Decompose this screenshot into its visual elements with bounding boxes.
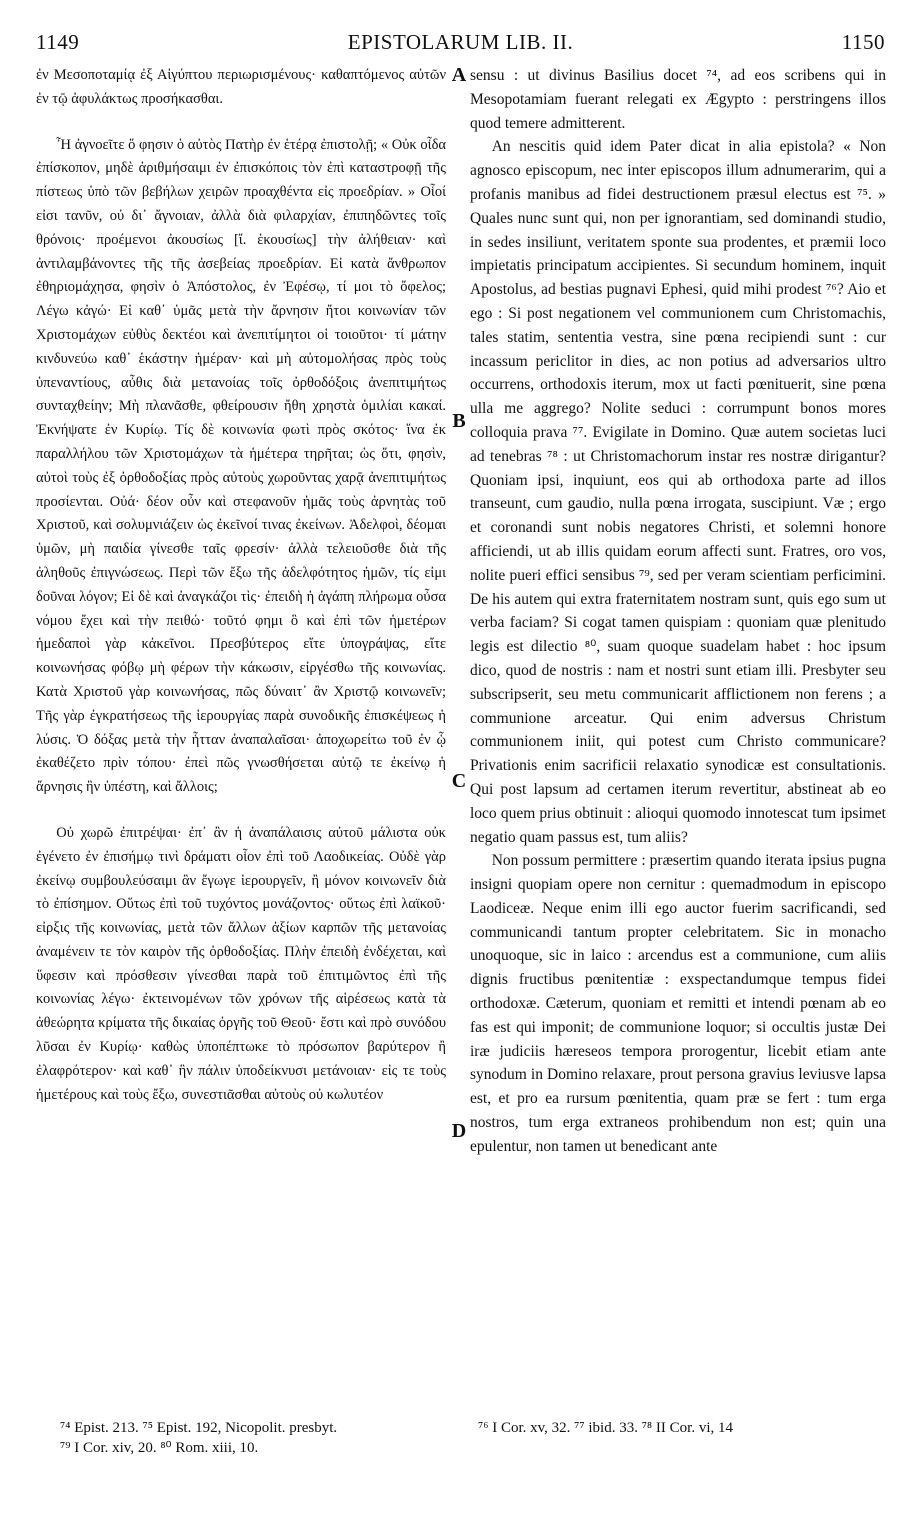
footnote-line: ⁷⁹ I Cor. xiv, 20. ⁸⁰ Rom. xiii, 10. — [60, 1440, 259, 1456]
footnotes-left — [60, 1418, 450, 1458]
section-marker-b: B — [452, 410, 466, 432]
page-number-right: 1150 — [841, 30, 885, 54]
greek-paragraph: ἐν Μεσοποταμίᾳ ἐξ Αἰγύπτου περιωρισμένους· καθαπτόμενος αὐτῶν ἐν τῷ ἀφυλάκτως προσήκασθαι. — [36, 67, 446, 107]
section-marker-d: D — [451, 1120, 467, 1142]
section-marker-a: A — [451, 64, 467, 86]
running-title: EPISTOLARUM LIB. II. — [347, 30, 574, 54]
footnote-line: ⁷⁶ I Cor. xv, 32. ⁷⁷ ibid. 33. ⁷⁸ II Cor. vi, 14 — [478, 1420, 733, 1436]
latin-paragraph: An nescitis quid idem Pater dicat in alia epistola? « Non agnosco episcopum, nec inter episcopos illum adnumerarim, qui a profanis manibus ad fidei destructionem præsul electus est ⁷⁵. » Quales nunc sunt qui, non per ignorantiam, sed dominandi studio, in sedes insiliunt, veritatem sponte sua prodentes, et præmii loco impietatis principatum accipientes. Si secundum hominem, inquit Apostolus, ad bestias pugnavi Ephesi, quid mihi prodest ⁷⁶? Aio et ego : Si post negationem vel communionem cum Christomachis, tales statim, sententia vestra, sine pœna recipiendi sunt : cur incassum periclitor in dies, ac non potius ad adversarios ultro occurrens, orthodoxis iterum, mox ut facti pœnituerit, sine pœna ulla me aggrego? Nolite seduci : corrumpunt bonos mores colloquia prava ⁷⁷. Evigilate in Domino. Quæ autem societas luci ad tenebras ⁷⁸ : ut Christomachorum instar res nostræ dirigantur? Quoniam ipsi, inquiunt, eos qui ab orthodoxa parte ad illos transeunt, cum gaudio, nulla pœna irrogata, suscipiunt. Væ ; ergo et coronandi sunt nobis negatores Christi, et solemni honore afficiendi, ut ab illis quidam eorum affecti sunt. Fratres, oro vos, nolite pueri effici sensibus ⁷⁹, sed per veram scientiam perficimini. De his autem qui extra fraternitatem nostram sunt, quis ego sum ut verba faciam? Si cogat tamen quispiam : quoniam quæ plenitudo legis est dilectio ⁸⁰, suam quoque suadelam habet : hoc ipsum dico, quod de nostris : nam et nostri sunt etiam illi. Presbyter seu subscripserit, seu metu communicarit afflictionem non ferens ; a communione arceatur. Qui enim adversus Christum communionem iniit, qui potest cum Christo communicare? Privationis enim sacrificii relaxatio synodicæ est consultationis. Qui post lapsum ad certamen iterum revertitur, abstineat ab eo loco quem prius obtinuit : alioqui quomodo innotescat tum ipsimet negatio quam passus est, tum aliis? — [470, 138, 886, 846]
latin-column — [470, 64, 886, 1394]
section-marker-c: C — [451, 770, 467, 792]
greek-paragraph: Ἦ ἀγνοεῖτε ὅ φησιν ὁ αὐτὸς Πατὴρ ἐν ἑτέρᾳ ἐπιστολῇ; « Οὐκ οἶδα ἐπίσκοπον, μηδὲ ἀριθμήσαιμι ἐν ἐπισκόποις τὸν ἐπὶ καταστροφῇ τῆς πίστεως ὑπὸ τῶν βεβήλων χειρῶν προαχθέντα εἰς προεδρίαν. » Οἷοί εἰσι τανῦν, οὐ δι᾽ ἄγνοιαν, ἀλλὰ διὰ φιλαρχίαν, ἐπιπηδῶντες τοῖς θρόνοις· προέμενοι ἀκουσίως [ἴ. ἑκουσίως] τὴν ἀλήθειαν· καὶ ἀντιλαμβάνοντες τῆς τῆς ἀσεβείας προεδρίαν. Εἰ κατὰ ἄνθρωπον ἐθηριομάχησα, φησὶν ὁ Ἀπόστολος, ἐν Ἐφέσῳ, τί μοι τὸ ὄφελος; Λέγω κἀγώ· Εἰ καθ᾽ ὑμᾶς μετὰ τὴν ἄρνησιν ἤτοι κοινωνίαν τῶν Χριστομάχων εὐθὺς δεκτέοι καὶ ἀνεπιτίμητοι οἱ τοιοῦτοι· τί μάτην κινδυνεύω καθ᾽ ἑκάστην ἡμέραν· καὶ μὴ αὐτομολήσας πρὸς τοὺς ὑπεναντίους, αὖθις διὰ μετανοίας τοῖς ὀρθοδόξοις ἀνεπιτιμήτως συνταχθείην; Μὴ πλανᾶσθε, φθείρουσιν ἤθη χρηστὰ ὁμιλίαι κακαί. Ἐκνήψατε ἐν Κυρίῳ. Τίς δὲ κοινωνία φωτὶ πρὸς σκότος· ἵνα ἐκ παραλλήλου τῶν Χριστομάχων τὰ ἡμέτερα τηρῆται; ὡς ὅτι, φησὶν, αὐτοὶ τοὺς ἐξ ὀρθοδοξίας πρὸς αὐτοὺς χωροῦντας χαρᾷ ἀνεπιτιμήτως προσίενται. Οὐά· δέον οὖν καὶ στεφανοῦν ἡμᾶς τοὺς ἀρνητὰς τοῦ Χριστοῦ, καὶ σολυμνιάζειν ὡς ἐκεῖνοί τινας ἐκείνων. Ἀδελφοὶ, δέομαι ὑμῶν, μὴ παιδία γίνεσθε ταῖς φρεσίν· ἀλλὰ τελειοῦσθε διὰ τῆς ἀληθοῦς ἐπιγνώσεως. Περὶ τῶν ἔξω τῆς ἀδελφότητος ἡμῶν, τίς εἰμι δοῦναι λόγον; Εἰ δὲ καὶ ἀναγκάζοι τὶς· ἐπειδὴ ἡ ἀγάπη πλήρωμα οὖσα νόμου ἔχει καὶ τὴν πειθώ· τοῦτό φημι ὃ καὶ ἐπὶ τῶν ἡμετέρων ἡμεδαποὶ γὰρ κἀκεῖνοι. Πρεσβύτερος εἴτε ὑπογράψας, εἴτε κοινωνήσας φόβῳ μὴ φέρων τὴν κάκωσιν, εἰργέσθω τῆς κοινωνίας. Κατὰ Χριστοῦ γὰρ κοινωνήσας, πῶς δύναιτ᾽ ἂν Χριστῷ κοινωνεῖν; Τῆς γὰρ ἐγκρατήσεως τῆς ἱερουργίας παρὰ συνοδικῆς ἐπισκέψεως ἡ λύσις. Ὁ δόξας μετὰ τὴν ἧτταν ἀναπαλαῖσαι· ἀποχωρείτω τοῦ ἐν ᾧ ἐκαθέζετο πρὶν τόπου· ἐπεὶ πῶς γνωσθήσεται αὐτῷ τε ἐκείνῳ ἡ ἄρνησις ἣν ὑπέστη, καὶ ἄλλοις; — [36, 136, 446, 796]
greek-paragraph: Οὐ χωρῶ ἐπιτρέψαι· ἐπ᾽ ἂν ἡ ἀναπάλαισις αὐτοῦ μάλιστα οὐκ ἐγένετο ἐν ἐπισήμῳ τινὶ δράματι οἷον ἐπὶ τοῦ Λαοδικείας. Οὐδὲ γὰρ ἐκείνῳ συμβουλεύσαιμι ἂν ἔγωγε ἱερουργεῖν, ἢ μόνον κοινωνεῖν διὰ τὸ ἐπίσημον. Οὕτως ἐπὶ τοῦ τυχόντος μονάζοντος· οὕτως ἐπὶ λαϊκοῦ· εἰρξις τῆς κοινωνίας, μετὰ τῶν ἄλλων ἀξίων καρπῶν τῆς μετανοίας ἀναμένειν τε τὸν καιρὸν τῆς ὀρθοδοξίας. Πλὴν ἐπειδὴ ἐνδέχεται, καὶ ὕφεσιν καὶ πρόσθεσιν γίνεσθαι παρὰ τοῦ ἐπιτιμῶντος ἐπὶ τῆς κοινωνίας λέγω· ἐκτεινομένων τῶν χρόνων τῆς αἱρέσεως κατὰ τὰ ἀθεώρητα κρίματα τῆς δικαίας ὀργῆς τοῦ Θεοῦ· ἔστι καὶ πρὸ συνόδου λῦσαι ἐν Κυρίῳ· καθὼς ὑποπέπτωκε τὸ πρόσωπον βαρύτερον ἢ ἐλαφρότερον· καὶ καθ᾽ ἣν πάλιν ὑποδείκνυσι μετάνοιαν· εἰς τε τοὺς ἡμετέρους καὶ τοὺς ἔξω, συνεστιᾶσθαι αὐτοὺς οὐ κωλυτέον — [36, 824, 446, 1103]
latin-paragraph: sensu : ut divinus Basilius docet ⁷⁴, ad eos scribens qui in Mesopotamiam fuerant relegati ex Ægypto : perstringens illos quod temere admitterent. — [470, 67, 886, 132]
page-number-left: 1149 — [36, 30, 80, 54]
page-header — [36, 30, 885, 60]
greek-column — [36, 64, 446, 1394]
latin-paragraph: Non possum permittere : præsertim quando iterata ipsius pugna insigni quopiam opere non cernitur : quemadmodum in episcopo Laodiceæ. Neque enim illi ego auctor fuerim sacrificandi, sed communicandi tantum propter celebritatem. Sic in monacho unoquoque, sic in laico : arcendus est a communione, cum aliis dignis fructibus pœnitentiæ : exspectandumque tempus fidei orthodoxæ. Cæterum, quoniam et remitti et intendi pœnam ab eo fas est qui imponit; de communione loquor; si occultis justæ Dei iræ judiciis hæreseos tempora prorogentur, licebit etiam ante synodum in Domino relaxare, prout persona gravius leviusve lapsa est, et pro ea rursum pœnitentia, quam præ se fert : tum erga nostros, tum erga extraneos prohibendum non est; quin una epulentur, non tamen ut benedicant ante — [470, 852, 886, 1155]
footnote-line: ⁷⁴ Epist. 213. ⁷⁵ Epist. 192, Nicopolit. presbyt. — [60, 1420, 338, 1436]
footnotes-right — [478, 1418, 888, 1438]
